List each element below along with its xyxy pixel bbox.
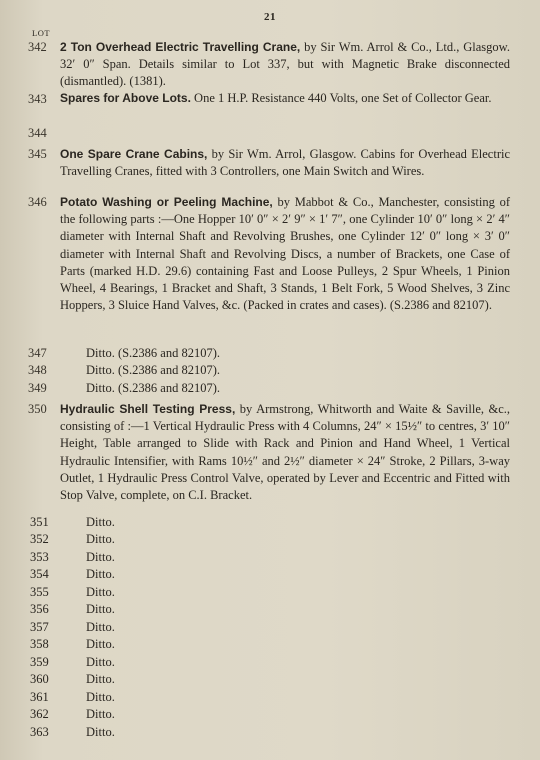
lot-number: 361	[30, 690, 49, 704]
lot-number: 348	[28, 363, 47, 377]
lot-text: Ditto.	[86, 620, 115, 634]
lot-number: 356	[30, 602, 49, 616]
lot-text: by Sir Wm. Arrol & Co., Ltd., Glasgow. 32′ 0″ Span. Details similar to Lot 337, but with Magnetic Brake disconnected (dismantled). (1381).	[60, 40, 510, 89]
lot-text: Ditto.	[86, 690, 115, 704]
lot-number: 352	[30, 532, 49, 546]
lot-text: Ditto.	[86, 550, 115, 564]
lot-number: 357	[30, 620, 49, 634]
lot-description	[60, 146, 510, 180]
lot-text: Ditto.	[86, 515, 115, 529]
lot-title: One Spare Crane Cabins,	[60, 147, 208, 161]
lot-title: Spares for Above Lots.	[60, 91, 191, 105]
lot-text: by Armstrong, Whitworth and Waite & Saville, &c., consisting of :—1 Vertical Hydraulic Press with 4 Columns, 24″ × 15½″ to centres, 3′ 10″ Height, Table arranged to Slide with Rack and Pinion and Hand Wheel, 1 Vertical Hydraulic Intensifier, with Rams 10½″ and 2½″ diameter × 24″ Stroke, 2 Pillars, 3-way Outlet, 1 Hydraulic Press Control Valve, operated by Lever and Eccentric and Fitted with Stop Valve, complete, on C.I. Bracket.	[60, 402, 511, 503]
lot-text: Ditto.	[86, 602, 115, 616]
lot-number: 359	[30, 655, 49, 669]
lot-title: Potato Washing or Peeling Machine,	[60, 195, 273, 209]
lot-text: Ditto. (S.2386 and 82107).	[86, 346, 221, 360]
lot-number: 358	[30, 637, 49, 651]
lot-column-heading: LOT	[32, 28, 51, 38]
lot-text: by Mabbot & Co., Manchester, consisting of the following parts :—One Hopper 10′ 0″ × 2′ 9″ × 1′ 7″, one Cylinder 10′ 0″ long × 2′ 4″ diameter with Internal Shaft and Revolving Brushes, one Cylinder 12′ 0″ long × 3′ 0″ diameter with Internal Shaft and Revolving Discs, a number of Brackets, one Case of Parts (marked H.D. 29.6) containing Fast and Loose Pulleys, 2 Spur Wheels, 1 Pinion Wheel, 4 Bearings, 1 Bracket and Shaft, 3 Stands, 1 Belt Fork, 5 Wood Shelves, 3 Zinc Hoppers, 3 Sluice Hand Valves, &c. (Packed in crates and cases). (S.2386 and 82107).	[60, 195, 510, 313]
lot-title: 2 Ton Overhead Electric Travelling Crane,	[60, 40, 301, 54]
lot-text: Ditto.	[86, 655, 115, 669]
lot-number: 349	[28, 381, 47, 395]
lot-number: 343	[28, 92, 47, 106]
lot-description	[60, 194, 510, 314]
lot-number: 355	[30, 585, 49, 599]
lot-number: 360	[30, 672, 49, 686]
lot-text: by Sir Wm. Arrol, Glasgow. Cabins for Overhead Electric Travelling Cranes, fitted with 3 Controllers, one Main Switch and Wires.	[60, 147, 510, 179]
page-number: 21	[264, 11, 276, 23]
lot-number: 344	[28, 126, 47, 140]
lot-description	[60, 90, 510, 107]
lot-description	[60, 39, 510, 91]
lot-number: 354	[30, 567, 49, 581]
lot-text: Ditto.	[86, 707, 115, 721]
lot-description	[60, 401, 510, 504]
lot-number: 362	[30, 707, 49, 721]
lot-number: 351	[30, 515, 49, 529]
lot-text: Ditto.	[86, 637, 115, 651]
lot-text: Ditto.	[86, 672, 115, 686]
lot-number: 350	[28, 402, 47, 416]
lot-text: Ditto.	[86, 585, 115, 599]
lot-number: 342	[28, 40, 47, 54]
lot-number: 347	[28, 346, 47, 360]
lot-text: Ditto. (S.2386 and 82107).	[86, 381, 221, 395]
lot-number: 346	[28, 195, 47, 209]
lot-text: Ditto.	[86, 725, 115, 739]
lot-text: Ditto.	[86, 532, 115, 546]
lot-title: Hydraulic Shell Testing Press,	[60, 402, 236, 416]
lot-number: 345	[28, 147, 47, 161]
lot-number: 353	[30, 550, 49, 564]
lot-number: 363	[30, 725, 49, 739]
lot-text: Ditto.	[86, 567, 115, 581]
lot-text: Ditto. (S.2386 and 82107).	[86, 363, 221, 377]
lot-text: One 1 H.P. Resistance 440 Volts, one Set of Collector Gear.	[190, 91, 492, 105]
